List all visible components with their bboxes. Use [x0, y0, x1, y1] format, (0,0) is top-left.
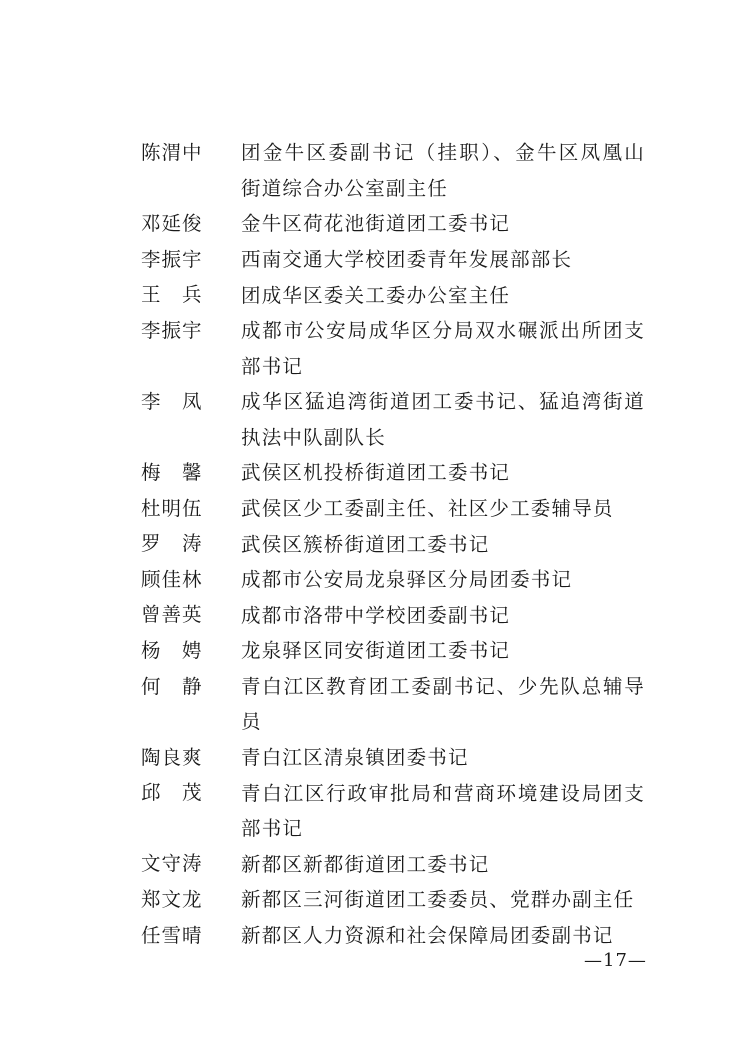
person-title: 新都区人力资源和社会保障局团委副书记 [241, 923, 614, 947]
page-number: —17— [584, 950, 647, 971]
person-title: 新都区三河街道团工委委员、党群办副主任 [241, 888, 635, 912]
list-item [141, 778, 661, 844]
person-name: 邓延俊 [141, 212, 203, 236]
person-title: 成华区猛追湾街道团工委书记、猛追湾街道执法中队副队长 [241, 390, 645, 449]
list-item [141, 245, 661, 275]
person-name: 杜明伍 [141, 496, 203, 520]
list-item [141, 743, 661, 773]
name-list [141, 138, 661, 956]
person-name: 王 兵 [141, 283, 203, 307]
person-name: 何 静 [141, 674, 203, 698]
person-name: 李 凤 [141, 389, 203, 413]
person-title: 成都市公安局龙泉驿区分局团委书记 [241, 568, 573, 592]
person-title: 武侯区机投桥街道团工委书记 [241, 461, 511, 485]
list-item [141, 494, 661, 524]
person-title: 团成华区委关工委办公室主任 [241, 283, 511, 307]
list-item [141, 921, 661, 951]
person-name: 李振宇 [141, 318, 203, 342]
person-title: 金牛区荷花池街道团工委书记 [241, 212, 511, 236]
list-item [141, 565, 661, 595]
list-item [141, 316, 661, 382]
list-item [141, 387, 661, 453]
list-item [141, 138, 661, 204]
person-title: 团金牛区委副书记（挂职）、金牛区凤凰山街道综合办公室副主任 [241, 141, 645, 200]
person-title: 西南交通大学校团委青年发展部部长 [241, 247, 573, 271]
list-item [141, 849, 661, 879]
person-title: 青白江区行政审批局和营商环境建设局团支部书记 [241, 781, 645, 841]
person-title: 成都市洛带中学校团委副书记 [241, 603, 511, 627]
person-name: 曾善英 [141, 603, 203, 627]
person-title: 成都市公安局成华区分局双水碾派出所团支部书记 [241, 319, 645, 378]
person-name: 文守涛 [141, 852, 203, 876]
person-title: 武侯区少工委副主任、社区少工委辅导员 [241, 496, 614, 520]
person-name: 郑文龙 [141, 888, 203, 911]
person-name: 陈渭中 [141, 141, 203, 164]
person-title: 新都区新都街道团工委书记 [241, 852, 490, 876]
person-name: 邱 茂 [141, 781, 203, 805]
list-item [141, 600, 661, 630]
list-item [141, 529, 661, 559]
person-name: 罗 涛 [141, 532, 203, 556]
person-title: 龙泉驿区同安街道团工委书记 [241, 639, 511, 663]
list-item [141, 885, 661, 915]
list-item [141, 458, 661, 488]
person-name: 任雪晴 [141, 923, 203, 947]
person-name: 李振宇 [141, 247, 203, 271]
list-item [141, 672, 661, 738]
list-item [141, 209, 661, 239]
person-title: 青白江区教育团工委副书记、少先队总辅导员 [241, 674, 645, 734]
person-name: 顾佳林 [141, 567, 203, 591]
person-name: 杨 娉 [141, 639, 203, 663]
person-title: 武侯区簇桥街道团工委书记 [241, 532, 490, 556]
person-title: 青白江区清泉镇团委书记 [241, 745, 469, 769]
person-name: 梅 馨 [141, 461, 203, 485]
list-item [141, 636, 661, 666]
list-item [141, 280, 661, 310]
person-name: 陶良爽 [141, 745, 203, 769]
